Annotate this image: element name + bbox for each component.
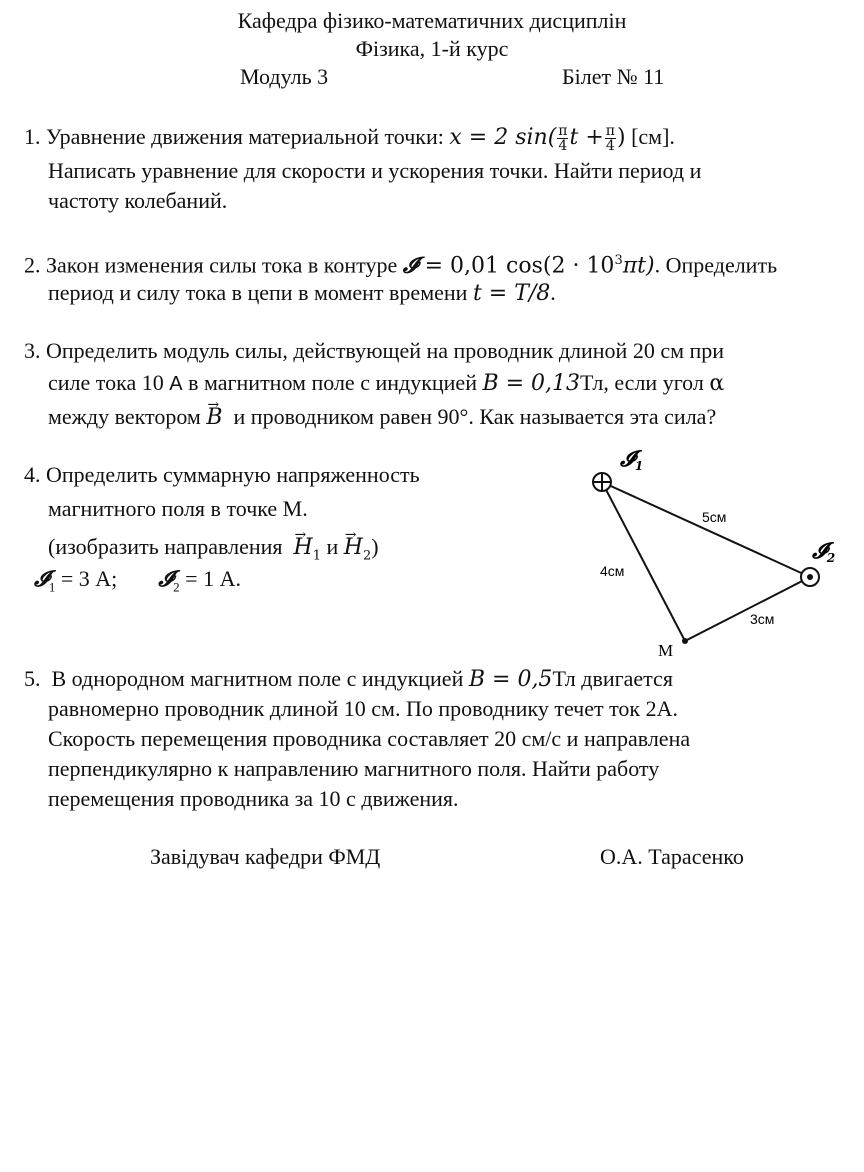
problem-4-h1-sub: 1 bbox=[312, 548, 321, 564]
problem-2-line-2-text: период и силу тока в цепи в момент времени bbox=[48, 280, 468, 305]
problem-1-equation-mid: t + bbox=[569, 125, 604, 150]
problem-4-i2-symbol: 𝓘 bbox=[158, 566, 174, 592]
problem-4-vector-h2: → H bbox=[344, 533, 363, 563]
current-into-page-icon bbox=[593, 473, 611, 491]
problem-5-induction-equation: B = 0,5 bbox=[468, 667, 553, 692]
problem-5-line-1 bbox=[24, 664, 673, 695]
problem-1-line-1 bbox=[24, 122, 675, 153]
point-m-dot bbox=[682, 638, 688, 644]
problem-1-number: 1. bbox=[24, 124, 41, 149]
ticket-number: Білет № 11 bbox=[562, 64, 665, 89]
problem-5-line-1-text: В однородном магнитном поле с индукцией bbox=[51, 666, 464, 691]
problem-3-alpha: α bbox=[709, 371, 725, 396]
problem-2-line-1 bbox=[24, 246, 777, 281]
side-i2-m bbox=[685, 577, 810, 641]
problem-2-time-equation: t = T/8 bbox=[472, 281, 551, 306]
problem-2-number: 2. bbox=[24, 252, 41, 278]
side-i1-i2 bbox=[602, 482, 810, 577]
problem-3-line-3 bbox=[48, 402, 716, 433]
problem-2-exponent: 3 bbox=[614, 253, 623, 268]
problem-3-line-2 bbox=[48, 368, 724, 399]
problem-4-line-4 bbox=[34, 564, 241, 602]
problem-4-i2-sub: 2 bbox=[173, 579, 180, 595]
problem-2-text: Закон изменения силы тока в контуре bbox=[46, 252, 398, 278]
problem-3-line-1 bbox=[24, 336, 724, 366]
label-3cm: 3см bbox=[750, 611, 775, 627]
problem-2-equation-end: πt) bbox=[622, 253, 655, 279]
side-i1-m bbox=[602, 482, 685, 641]
problem-3-vector-b: → B bbox=[206, 403, 222, 433]
problem-1-fraction-2: $\frac{\pi}{4}$ bbox=[605, 123, 615, 155]
label-i2: 𝓘2 bbox=[812, 538, 836, 565]
triangle-diagram bbox=[560, 440, 864, 660]
problem-4-i1-value: = 3 А; bbox=[55, 566, 118, 591]
head-of-department-label: Завідувач кафедри ФМД bbox=[150, 844, 381, 869]
problem-3-current-unit: A bbox=[169, 373, 183, 395]
problem-4-line-1 bbox=[24, 460, 420, 490]
problem-1-text: Уравнение движения материальной точки: bbox=[46, 124, 444, 149]
problem-5-line-3: Скорость перемещения проводника составляет 20 см/с и направлена bbox=[48, 726, 691, 751]
signatory-name: О.А. Тарасенко bbox=[600, 844, 744, 869]
label-4cm: 4см bbox=[600, 563, 625, 579]
problem-1-line-2: Написать уравнение для скорости и ускорения точки. Найти период и bbox=[48, 158, 702, 183]
label-m: M bbox=[658, 641, 674, 660]
problem-2-text-after: . Определить bbox=[654, 252, 778, 278]
problem-1-equation-lhs: x = 2 sin( bbox=[449, 125, 557, 150]
department-title: Кафедра фізико-математичних дисциплін bbox=[237, 8, 627, 33]
problem-1-equation-close: ) bbox=[616, 125, 626, 150]
course-title: Фізика, 1-й курс bbox=[355, 36, 509, 61]
problem-2-current-symbol: 𝓘 bbox=[402, 252, 418, 279]
label-i1: 𝓘1 bbox=[620, 446, 644, 473]
problem-2-line-2-end: . bbox=[550, 280, 556, 305]
problem-4-close-paren: ) bbox=[371, 534, 379, 559]
problem-1-line-3: частоту колебаний. bbox=[48, 188, 228, 213]
problem-1-unit: [см]. bbox=[631, 124, 675, 149]
problem-5-line-1-end: Тл двигается bbox=[552, 666, 673, 691]
problem-5-line-2: равномерно проводник длиной 10 см. По проводнику течет ток 2А. bbox=[48, 696, 679, 721]
problem-3-field-text: в магнитном поле с индукцией bbox=[188, 370, 477, 395]
problem-3-current-text: силе тока 10 bbox=[48, 370, 164, 395]
problem-4-number: 4. bbox=[24, 462, 41, 487]
problem-4-vector-h1: → H bbox=[294, 533, 313, 563]
problem-2-equation: = 0,01 cos(2 · 10 bbox=[417, 253, 615, 279]
problem-5-line-4: перпендикулярно к направлению магнитного поля. Найти работу bbox=[48, 756, 660, 781]
problem-2-line-2 bbox=[48, 278, 556, 309]
problem-4-line-2: магнитного поля в точке М. bbox=[48, 496, 308, 521]
problem-5-line-5: перемещения проводника за 10 с движения. bbox=[48, 786, 459, 811]
problem-3-line-1-text: Определить модуль силы, действующей на проводник длиной 20 см при bbox=[46, 338, 725, 363]
problem-1-fraction-1: $\frac{\pi}{4}$ bbox=[558, 123, 568, 155]
label-5cm: 5см bbox=[702, 509, 727, 525]
problem-4-i1-sub: 1 bbox=[48, 579, 56, 595]
problem-4-i2-value: = 1 А. bbox=[179, 566, 241, 591]
problem-4-directions-text: (изобразить направления bbox=[48, 534, 283, 559]
problem-5-number: 5. bbox=[24, 666, 41, 691]
current-out-of-page-icon bbox=[801, 568, 819, 586]
problem-3-question: и проводником равен 90°. Как называется эта сила? bbox=[233, 404, 717, 429]
module-label: Модуль 3 bbox=[240, 64, 329, 89]
problem-3-angle-text: Тл, если угол bbox=[580, 370, 704, 395]
problem-4-h2-sub: 2 bbox=[362, 548, 372, 564]
problem-3-vector-text: между вектором bbox=[48, 404, 201, 429]
problem-4-line-1-text: Определить суммарную напряженность bbox=[46, 462, 420, 487]
problem-3-number: 3. bbox=[24, 338, 41, 363]
problem-4-i1-symbol: 𝓘 bbox=[34, 566, 49, 592]
problem-3-induction-equation: B = 0,13 bbox=[482, 371, 581, 396]
problem-4-and: и bbox=[326, 534, 339, 559]
